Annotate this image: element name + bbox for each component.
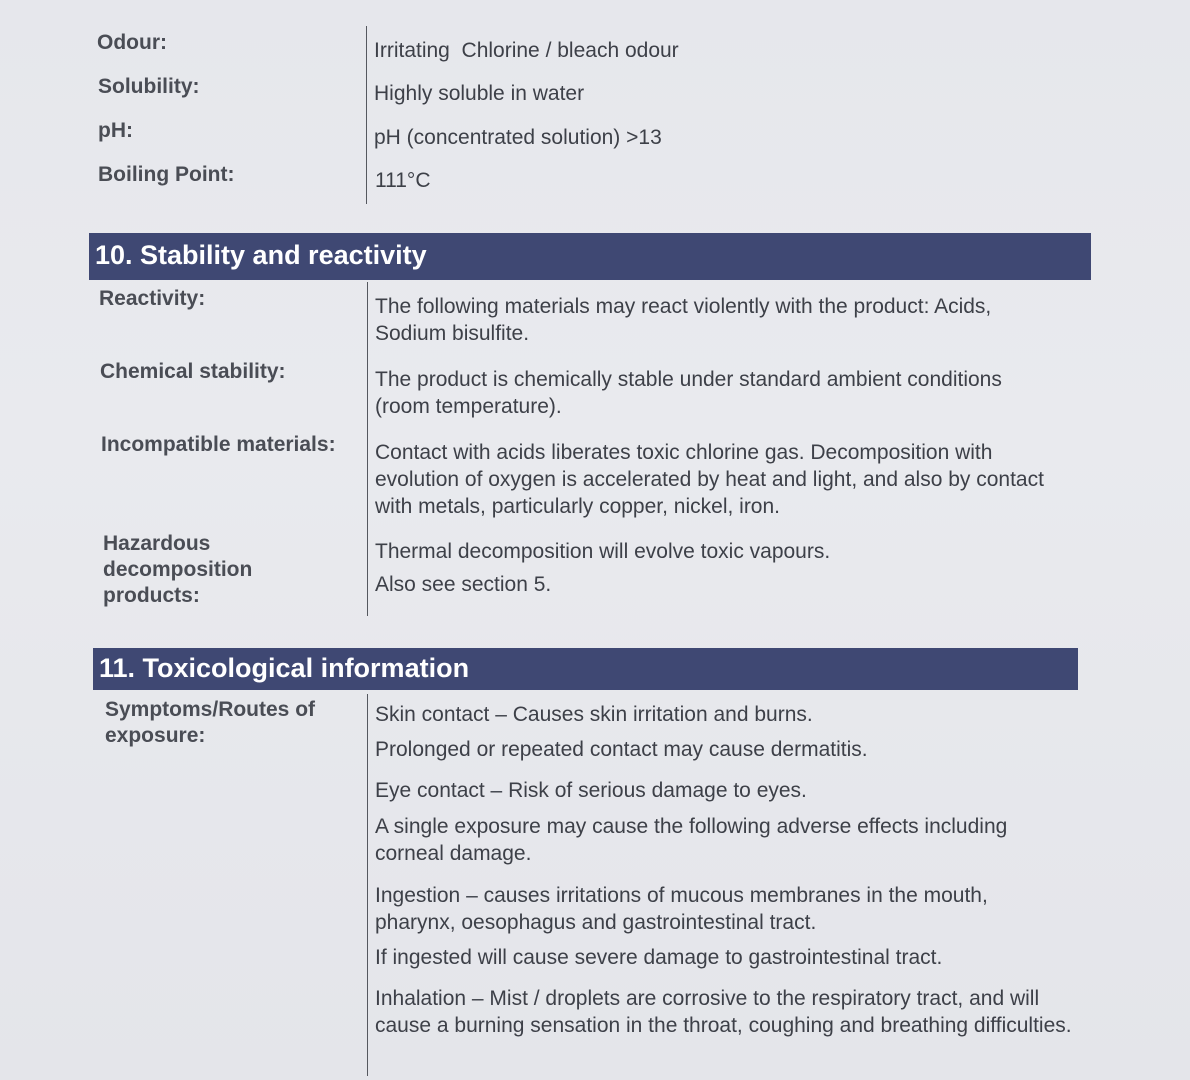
section-10-title: 10. Stability and reactivity <box>95 240 427 270</box>
skin-contact-value: Skin contact – Causes skin irritation and burns. <box>375 703 813 726</box>
section-11-divider <box>367 694 368 1076</box>
solubility-label: Solubility: <box>98 75 200 98</box>
incompatible-materials-label: Incompatible materials: <box>101 433 336 456</box>
properties-divider <box>366 26 367 204</box>
incompatible-materials-value: Contact with acids liberates toxic chlorine gas. Decomposition with evolution of oxygen is accelerated by heat and light, and also by contact with metals, particularly copper, nickel, iron. <box>375 441 1044 518</box>
ingestion-value: Ingestion – causes irritations of mucous membranes in the mouth, pharynx, oesophagus and gastrointestinal tract. <box>375 884 988 934</box>
solubility-value: Highly soluble in water <box>374 82 585 105</box>
hazardous-decomposition-value-1: Thermal decomposition will evolve toxic vapours. <box>375 540 831 563</box>
if-ingested-value: If ingested will cause severe damage to gastrointestinal tract. <box>375 946 943 969</box>
symptoms-routes-label: Symptoms/Routes of exposure: <box>105 698 316 747</box>
section-10-divider <box>367 282 368 616</box>
ph-label: pH: <box>98 119 133 142</box>
eye-contact-value: Eye contact – Risk of serious damage to eyes. <box>375 779 807 802</box>
boiling-point-value: 111°C <box>375 169 431 192</box>
section-11-header <box>93 648 1078 690</box>
odour-value: Irritating Chlorine / bleach odour <box>374 39 679 62</box>
ph-value: pH (concentrated solution) >13 <box>374 126 662 149</box>
reactivity-label: Reactivity: <box>99 287 206 310</box>
reactivity-value: The following materials may react violently with the product: Acids, Sodium bisulfite. <box>375 295 992 345</box>
chemical-stability-value: The product is chemically stable under standard ambient conditions (room temperature). <box>375 368 1002 418</box>
chemical-stability-label: Chemical stability: <box>100 360 286 383</box>
boiling-point-label: Boiling Point: <box>98 163 235 186</box>
single-exposure-value: A single exposure may cause the following adverse effects including corneal damage. <box>375 815 1008 865</box>
section-10-header <box>89 233 1091 280</box>
section-11-title: 11. Toxicological information <box>99 653 470 683</box>
hazardous-decomposition-value-2: Also see section 5. <box>375 573 552 596</box>
hazardous-decomposition-label: Hazardous decomposition products: <box>103 532 253 607</box>
prolonged-contact-value: Prolonged or repeated contact may cause dermatitis. <box>375 738 868 761</box>
odour-label: Odour: <box>97 31 167 54</box>
inhalation-value: Inhalation – Mist / droplets are corrosive to the respiratory tract, and will cause a burning sensation in the throat, coughing and breathing difficulties. <box>375 987 1072 1037</box>
